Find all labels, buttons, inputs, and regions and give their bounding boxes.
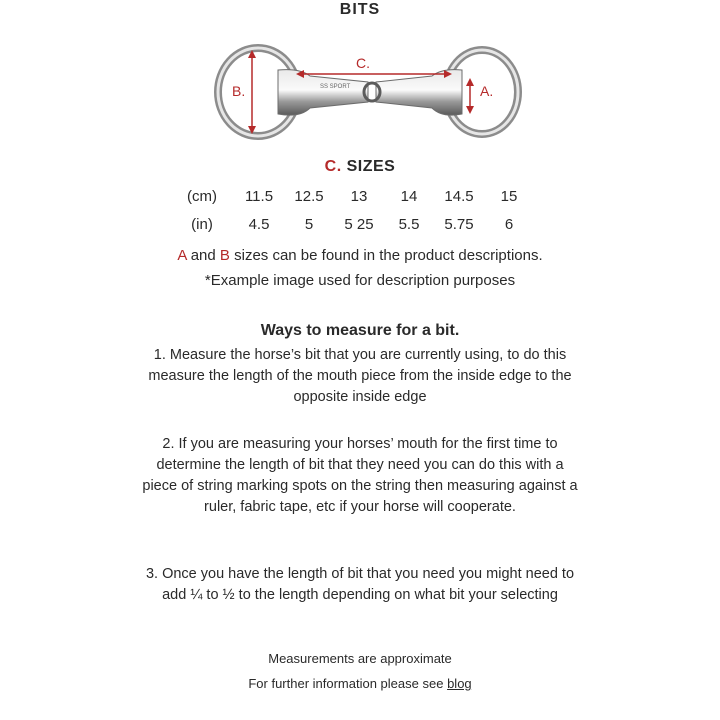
note-and: and	[190, 247, 216, 264]
size-cm: 15	[500, 187, 518, 205]
size-cm: 12.5	[294, 187, 324, 205]
size-in: 5.75	[444, 215, 474, 233]
note-b: B	[219, 247, 230, 264]
size-in: 5	[304, 215, 314, 233]
ways-heading: Ways to measure for a bit.	[260, 322, 460, 339]
sizes-table	[170, 182, 534, 238]
ab-sizes-note	[0, 247, 720, 264]
row-label-cm: (cm)	[187, 187, 217, 205]
blog-link[interactable]: blog	[447, 676, 472, 691]
step-2: 2. If you are measuring your horses’ mouth for the first time to determine the length of bit that they need you can do this with a piece of string marking spots on the string then measuring against a ruler, fabric tape, etc if your horse will cooperate.	[142, 436, 578, 515]
label-b: B.	[232, 83, 246, 99]
step-3: 3. Once you have the length of bit that you need you might need to add ¼ to ½ to the length depending on what bit your selecting	[145, 566, 575, 603]
further-info	[0, 676, 720, 691]
note-rest: sizes can be found in the product descriptions.	[234, 247, 543, 264]
size-cm: 14	[400, 187, 418, 205]
bit-diagram	[200, 38, 530, 148]
size-cm: 11.5	[244, 187, 274, 205]
label-c: C.	[356, 55, 370, 71]
example-note: *Example image used for description purposes	[204, 272, 516, 289]
size-in: 5 25	[344, 215, 374, 233]
right-cannon	[376, 70, 462, 116]
brand-mark: SS SPORT	[320, 84, 351, 90]
sizes-row-cm	[170, 182, 534, 210]
note-a: A	[177, 247, 187, 264]
row-label-in: (in)	[191, 215, 213, 233]
further-info-text: For further information please see	[248, 676, 444, 691]
sizes-heading-letter: C.	[324, 158, 342, 175]
sizes-heading	[0, 158, 720, 176]
size-cm: 13	[350, 187, 368, 205]
step-1: 1. Measure the horse’s bit that you are currently using, to do this measure the length of the mouth piece from the inside edge to the opposite inside edge	[148, 347, 572, 405]
page-title: BITS	[339, 1, 381, 18]
size-in: 5.5	[398, 215, 420, 233]
size-in: 4.5	[248, 215, 270, 233]
sizes-row-in	[170, 210, 534, 238]
approx-note: Measurements are approximate	[268, 651, 452, 666]
left-cannon	[278, 70, 368, 116]
size-cm: 14.5	[444, 187, 474, 205]
label-a: A.	[480, 83, 494, 99]
sizes-heading-text: SIZES	[346, 158, 396, 175]
size-in: 6	[504, 215, 514, 233]
